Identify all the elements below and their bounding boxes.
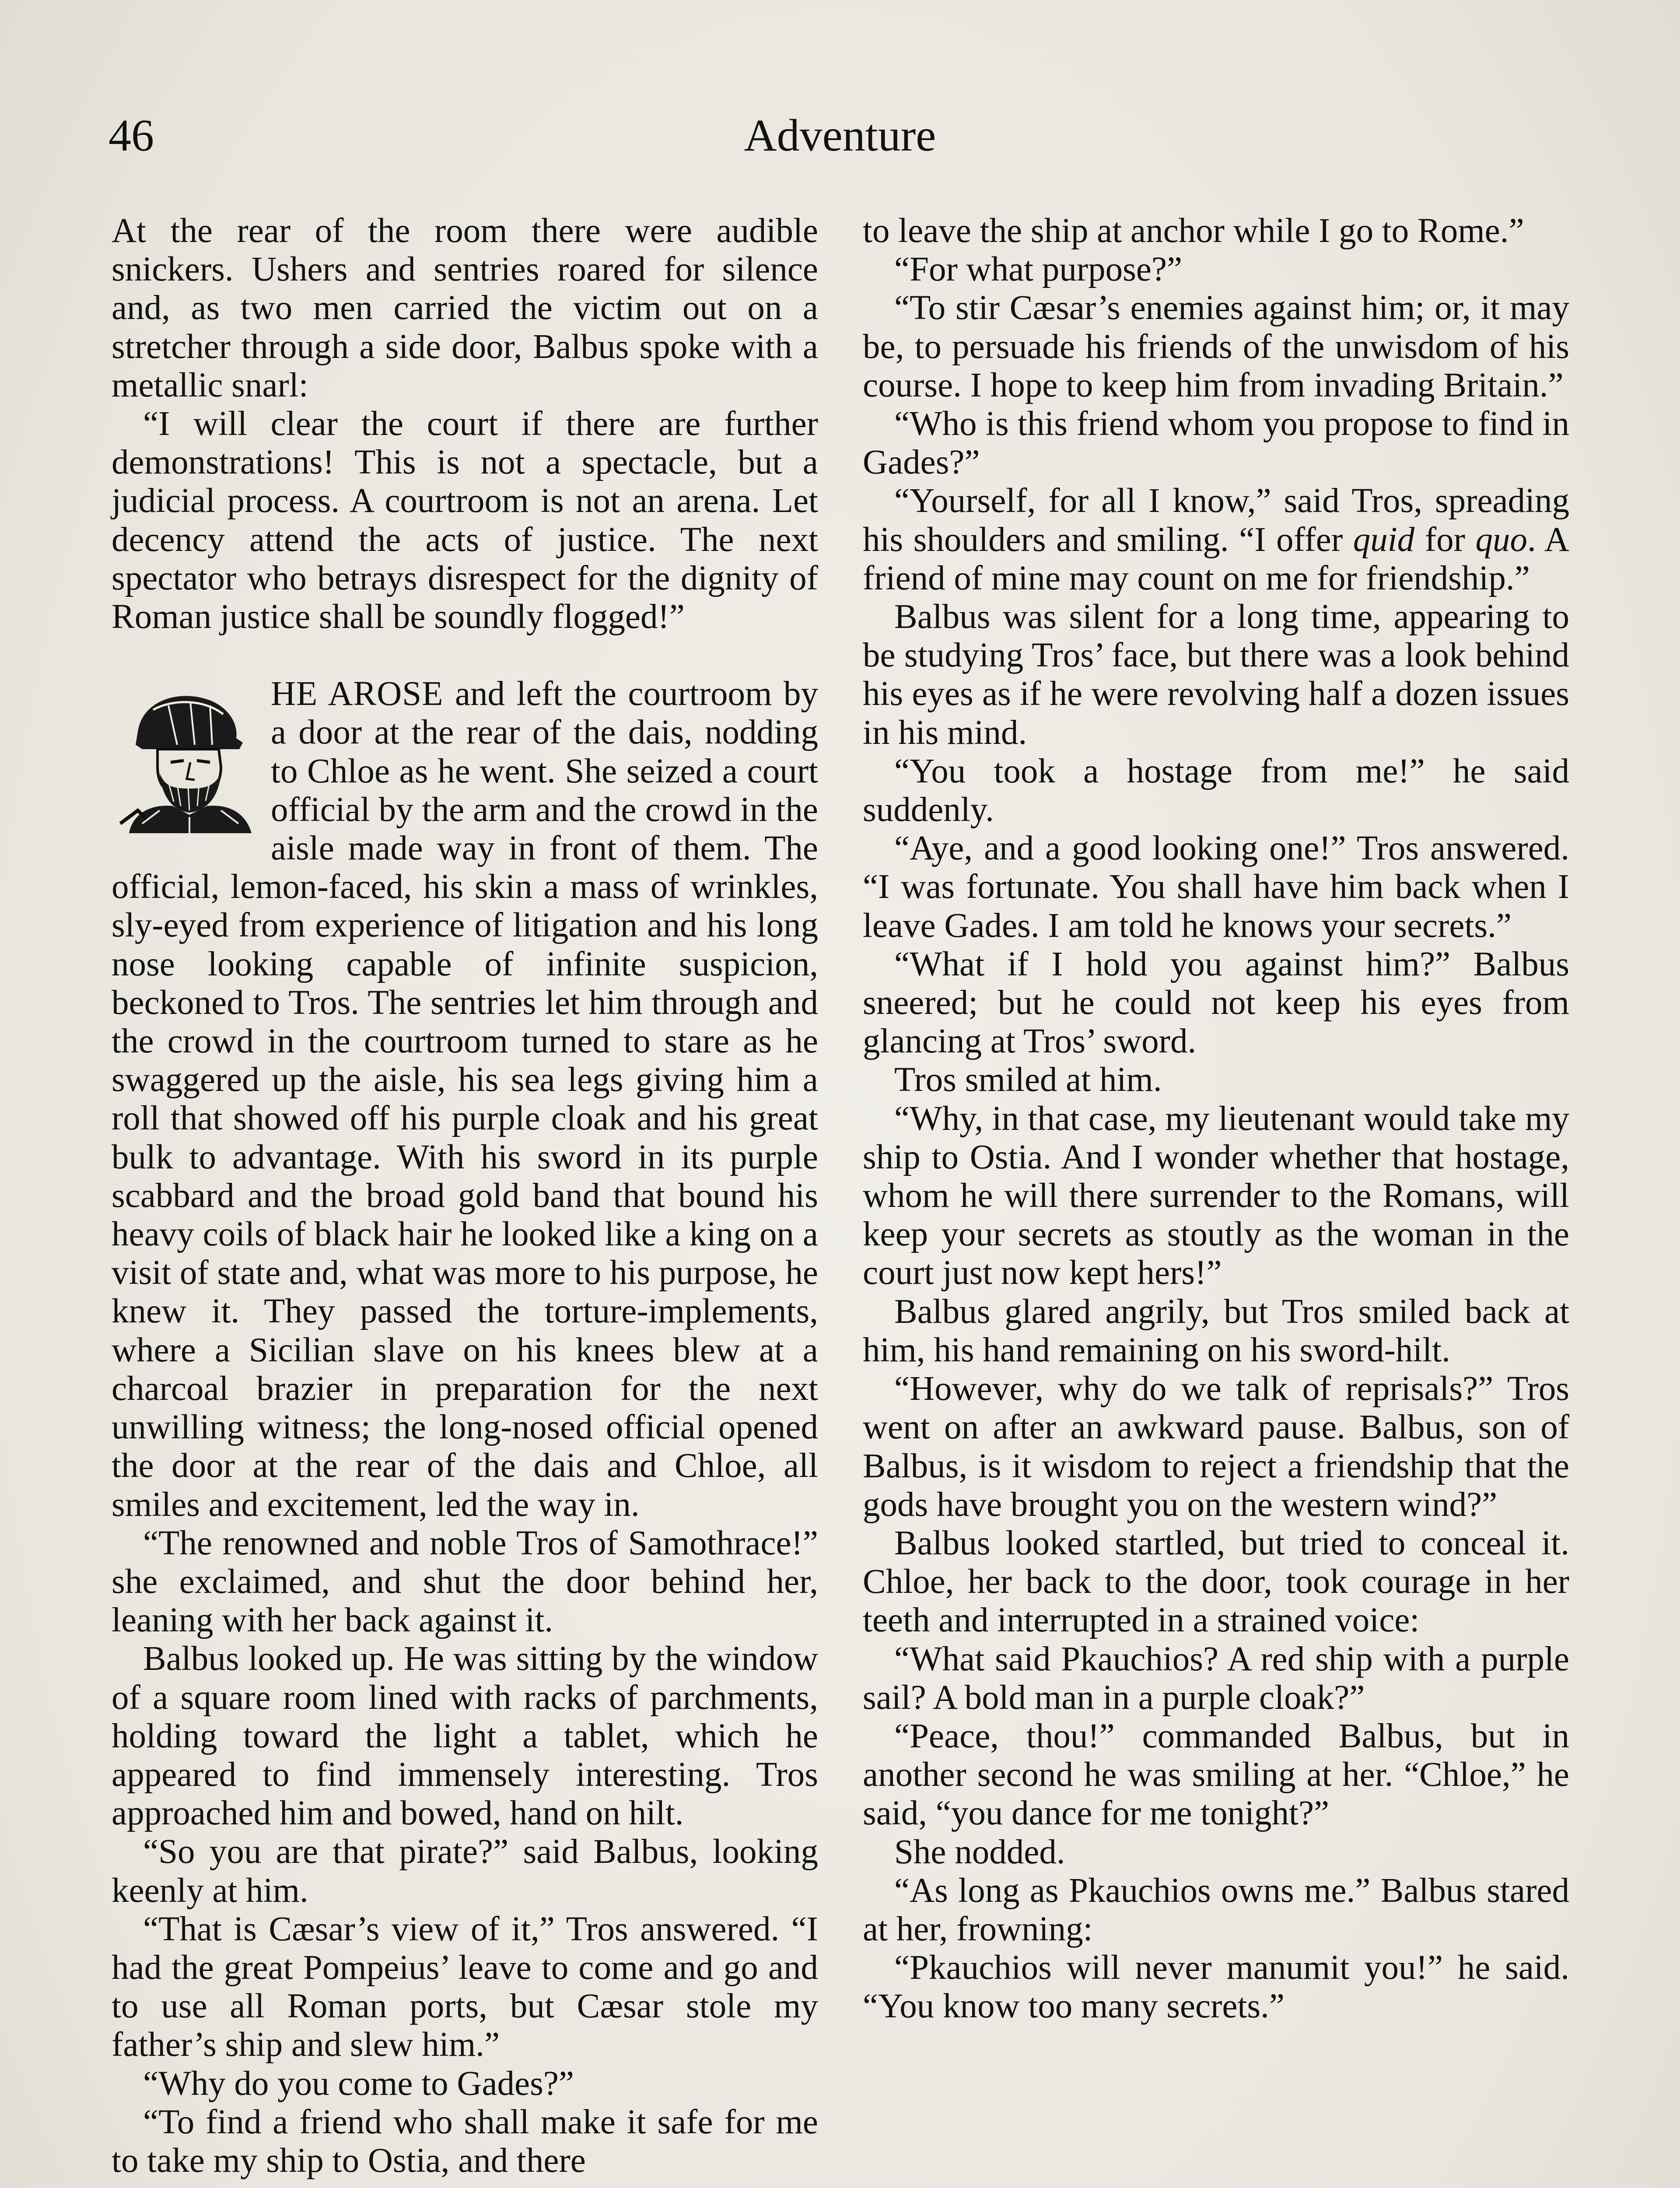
page-number: 46 xyxy=(108,110,154,161)
left-column xyxy=(112,212,818,2180)
paragraph-text: for xyxy=(1414,520,1476,559)
paragraph: “For what purpose?” xyxy=(894,250,1183,289)
paragraph: Tros smiled at him. xyxy=(894,1061,1162,1099)
paragraph: “Pkauchios will never manumit you!” he said. “You know too many secrets.” xyxy=(863,1949,1569,2026)
paragraph xyxy=(863,482,1569,598)
paragraph: At the rear of the room there were audible snickers. Ushers and sentries roared for silence and, as two men carried the victim out on a stretcher through a side door, Balbus spoke with a metallic snarl: xyxy=(112,212,818,404)
paragraph: “However, why do we talk of reprisals?” Tros went on after an awkward pause. Balbus, son of Balbus, is it wisdom to reject a friendship that the gods have brought you on the western wind?” xyxy=(863,1370,1569,1524)
paragraph-text: . A friend of mine may count on me for friendship.” xyxy=(863,520,1569,597)
paragraph: “Aye, and a good looking one!” Tros answered. “I was fortunate. You shall have him back when I leave Gades. I am told he knows your secrets.” xyxy=(863,829,1569,945)
paragraph: “What said Pkauchios? A red ship with a purple sail? A bold man in a purple cloak?” xyxy=(863,1640,1569,1717)
italic-word: quid xyxy=(1353,520,1415,559)
paragraph: “Why do you come to Gades?” xyxy=(143,2064,574,2103)
paragraph: Balbus glared angrily, but Tros smiled back at him, his hand remaining on his sword-hilt. xyxy=(863,1292,1569,1369)
paragraph: “To stir Cæsar’s enemies against him; or, it may be, to persuade his friends of the unwisdom of his course. I hope to keep him from invading Britain.” xyxy=(863,289,1569,404)
paragraph: “What if I hold you against him?” Balbus sneered; but he could not keep his eyes from glancing at Tros’ sword. xyxy=(863,945,1569,1061)
paragraph: “Peace, thou!” commanded Balbus, but in another second he was smiling at her. “Chloe,” he said, “you dance for me tonight?” xyxy=(863,1717,1569,1833)
right-column xyxy=(863,212,1569,2026)
paragraph: Balbus was silent for a long time, appearing to be studying Tros’ face, but there was a look behind his eyes as if he were revolving half a dozen issues in his mind. xyxy=(863,598,1569,752)
paragraph: She nodded. xyxy=(894,1833,1065,1871)
paragraph: “Why, in that case, my lieutenant would take my ship to Ostia. And I wonder whether that hostage, whom he will there surrender to the Romans, will keep your secrets as stoutly as the woman in the court just now kept hers!” xyxy=(863,1099,1569,1292)
paragraph: to leave the ship at anchor while I go to Rome.” xyxy=(863,212,1524,250)
paragraph: “I will clear the court if there are further demonstrations! This is not a spectacle, but a judicial process. A courtroom is not an arena. Let decency attend the acts of justice. The next spectator who betrays disrespect for the dignity of Roman justice shall be soundly flogged!” xyxy=(112,405,818,636)
paragraph: “So you are that pirate?” said Balbus, looking keenly at him. xyxy=(112,1833,818,1910)
paragraph-text: “Yourself, for all I know,” said Tros, spreading his shoulders and smiling. “I offer xyxy=(863,482,1569,559)
paragraph: Balbus looked up. He was sitting by the window of a square room lined with racks of parchments, holding toward the light a tablet, which he appeared to find immensely interesting. Tros approached him and bowed, hand on hilt. xyxy=(112,1640,818,1833)
section-opening-paragraph xyxy=(112,675,818,1524)
paragraph: “The renowned and noble Tros of Samothrace!” she exclaimed, and shut the door behind her, leaning with her back against it. xyxy=(112,1524,818,1640)
italic-word: quo xyxy=(1475,520,1527,559)
helmeted-warrior-illustration xyxy=(112,679,260,833)
paragraph: “You took a hostage from me!” he said suddenly. xyxy=(863,752,1569,829)
running-title: Adventure xyxy=(744,110,936,161)
paragraph: Balbus looked startled, but tried to conceal it. Chloe, her back to the door, took courage in her teeth and interrupted in a strained voice: xyxy=(863,1524,1569,1640)
paragraph: “That is Cæsar’s view of it,” Tros answered. “I had the great Pompeius’ leave to come and go and to use all Roman ports, but Cæsar stole my father’s ship and slew him.” xyxy=(112,1910,818,2064)
paragraph-text: and left the courtroom by a door at the rear of the dais, nodding to Chloe as he went. She seized a court official by the arm and the crowd in the aisle made way in front of them. The official, lemon-faced, his skin a mass of wrinkles, sly-eyed from experience of litigation and his long nose looking capable of infinite suspicion, beckoned to Tros. The sentries let him through and the crowd in the courtroom turned to stare as he swaggered up the aisle, his sea legs giving him a roll that showed off his purple cloak and his great bulk to advantage. With his sword in its purple scabbard and the broad gold band that bound his heavy coils of black hair he looked like a king on a visit of state and, what was more to his purpose, he knew it. They passed the torture-implements, where a Sicilian slave on his knees blew at a charcoal brazier in preparation for the next unwilling witness; the long-nosed official opened the door at the rear of the dais and Chloe, all smiles and excitement, led the way in. xyxy=(112,675,818,1524)
paragraph: “Who is this friend whom you propose to find in Gades?” xyxy=(863,405,1569,482)
paragraph: “To find a friend who shall make it safe for me to take my ship to Ostia, and there xyxy=(112,2103,818,2180)
section-lead-in: HE AROSE xyxy=(271,675,444,713)
paragraph: “As long as Pkauchios owns me.” Balbus stared at her, frowning: xyxy=(863,1871,1569,1948)
